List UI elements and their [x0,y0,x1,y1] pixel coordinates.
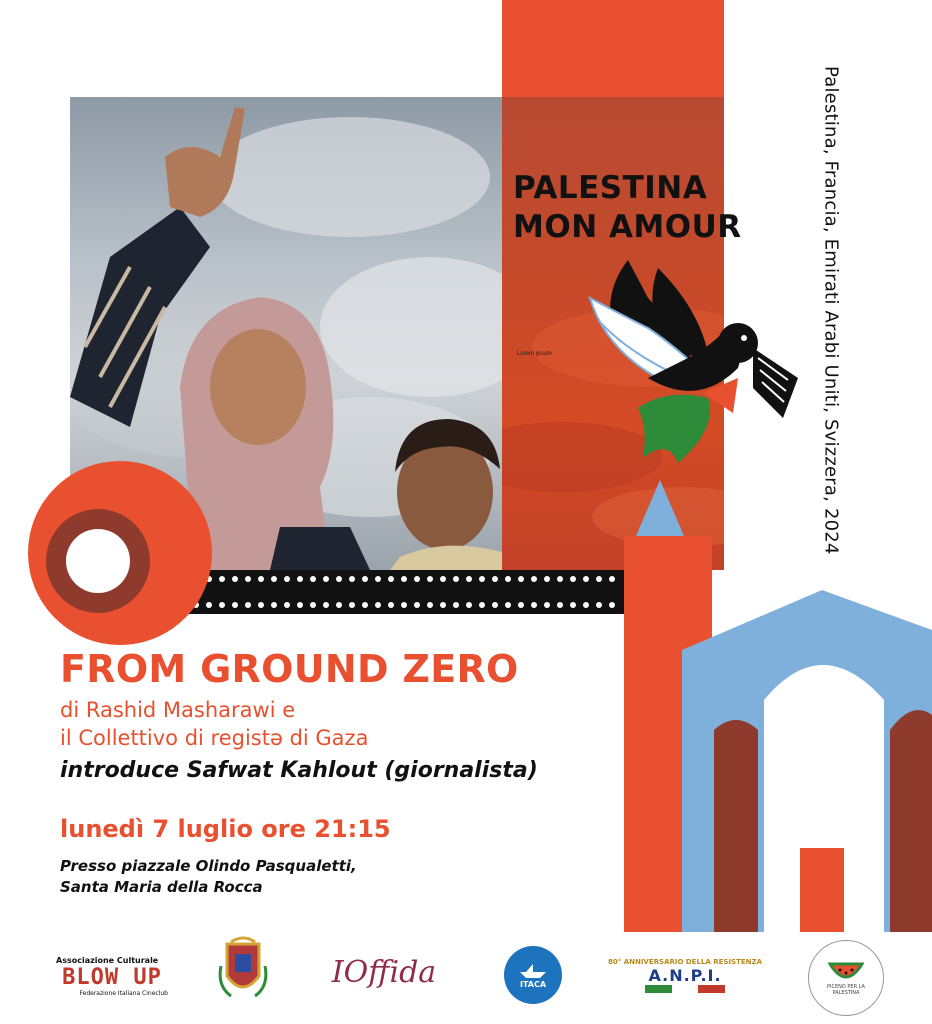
director-line2: il Collettivo di registə di Gaza [60,726,369,750]
piceno-per-la-palestina-logo [808,940,884,1016]
blowup-bottom-text: Federazione Italiana Cineclub [79,989,168,997]
event-date-time: lunedì 7 luglio ore 21:15 [60,815,391,843]
blowup-main-text: BLOW UP [62,964,162,990]
production-countries-text: Palestina, Francia, Emirati Arabi Uniti, Svizzera, 2024 [820,66,842,555]
anpi-text: A.N.P.I. [648,965,722,985]
lorem-text: Lorem ipsum [517,351,552,357]
italian-flag-bar [645,985,725,993]
film-strip-holes-bottom [180,602,628,608]
dove-icon [588,258,808,468]
film-strip-holes-top [180,576,628,582]
ioffida-logo [318,950,450,994]
director-line1: di Rashid Masharawi e [60,698,296,722]
venue-line1: Presso piazzale Olindo Pasqualetti, [60,857,357,875]
itaca-text: ITACA [519,979,547,989]
watermelon-icon [828,960,864,984]
film-reel-icon [28,461,212,645]
paper-boat-icon [518,962,548,980]
anpi-anniversary-text: 80° ANNIVERSARIO DELLA RESISTENZA [608,957,762,966]
poster-title-line2: MON AMOUR [513,209,742,245]
coat-of-arms-icon [217,936,269,1002]
anpi-logo [608,946,762,1004]
architecture-illustration [624,480,932,932]
blowup-logo [56,944,168,1008]
introduction-text: introduce Safwat Kahlout (giornalista) [60,758,538,783]
piceno-text: PICENO PER LA PALESTINA [827,984,865,996]
venue-line2: Santa Maria della Rocca [60,878,263,896]
poster-title-line1: PALESTINA [513,170,708,206]
film-strip [172,570,628,614]
ioffida-text: IOffida [331,954,437,990]
itaca-logo [504,946,562,1004]
film-title: FROM GROUND ZERO [60,647,519,691]
blowup-top-text: Associazione Culturale [56,955,159,965]
